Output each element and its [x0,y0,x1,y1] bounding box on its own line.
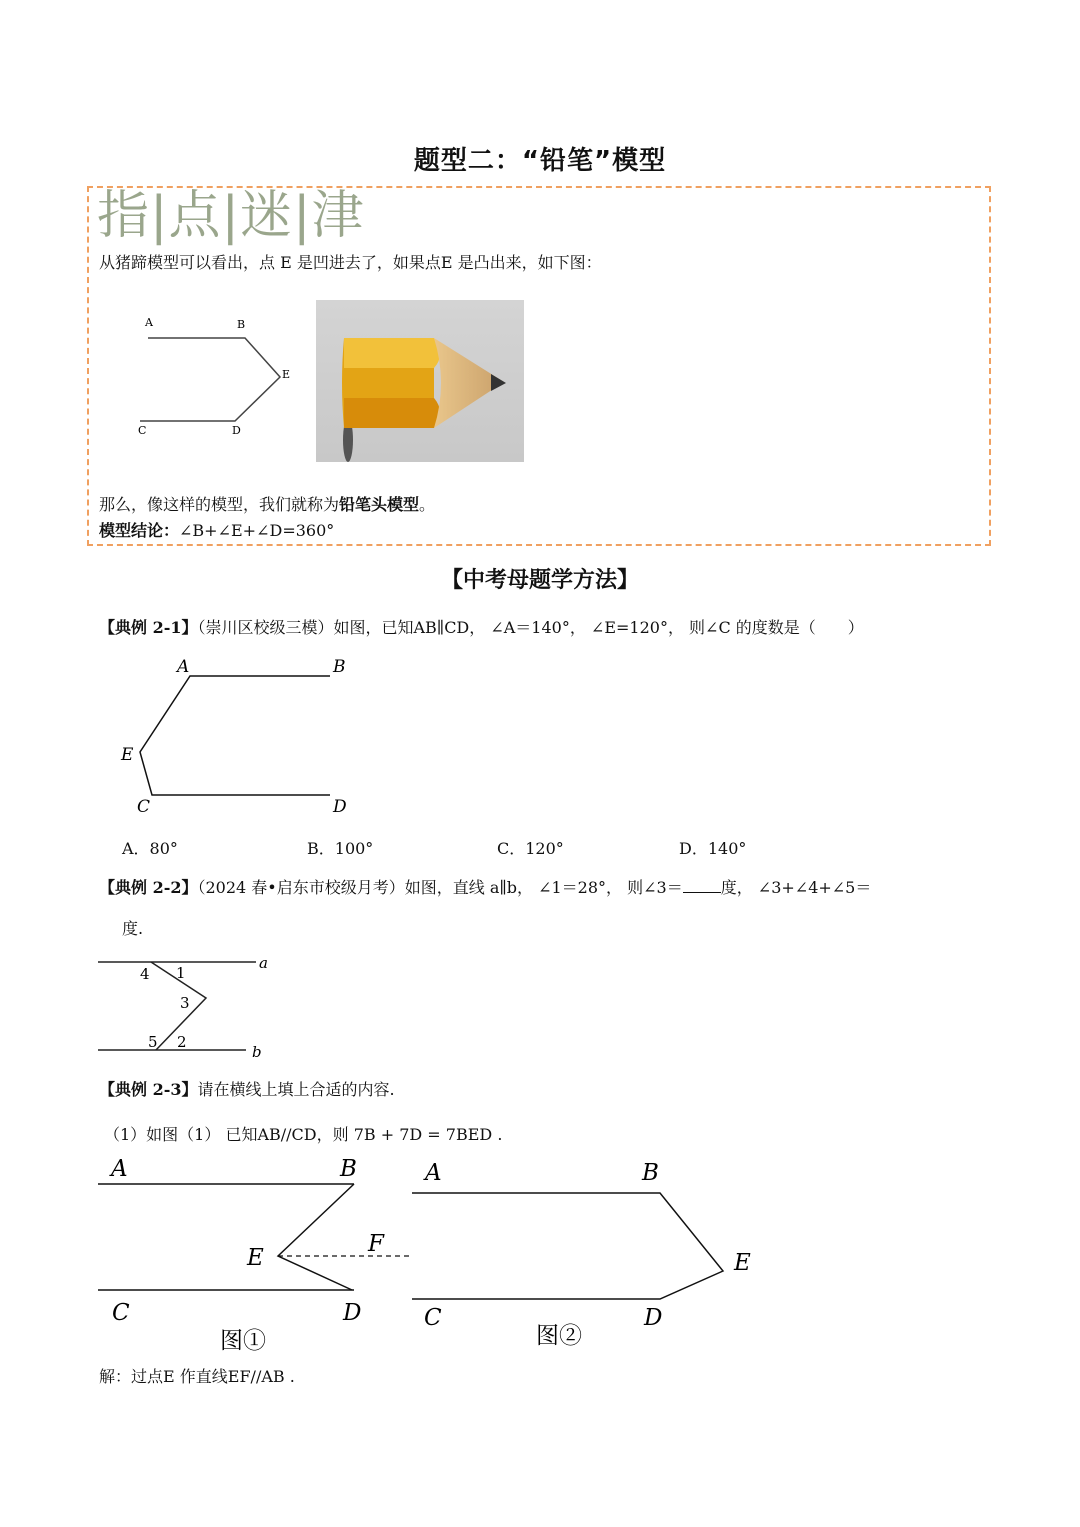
fig-label-e: E [282,368,291,381]
ex2-label-a: a [259,954,268,972]
fig-label-d: D [232,424,241,437]
tip-conclusion-label: 模型结论： [99,521,180,540]
ex2-figure [96,950,276,1062]
pencil-image [316,300,524,462]
ex3-fig1-label-d: D [343,1300,362,1326]
fig-label-a: A [145,316,153,329]
ex1-option-a: A．80° [122,839,178,858]
pencil-model-figure [130,310,300,440]
fig-label-c: C [138,424,147,437]
page-title: 题型二：“铅笔”模型 [413,146,667,176]
ex1-label-a: A [177,657,190,677]
ex2-label-b: b [252,1043,262,1061]
ex3-fig2-label-b: B [642,1160,659,1186]
ex1-option-d: D．140° [679,839,747,858]
tip-line1-suffix: 。 [419,495,436,514]
tip-heading: 指|点|迷|津 [97,186,365,246]
ex3-stem [99,1079,395,1101]
ex2-text-c: 度. [122,919,144,938]
ex1-label-e: E [121,745,134,765]
tip-conclusion-value: ∠B+∠E+∠D=360° [179,521,335,540]
ex3-question-1: （1）如图（1） 已知AB//CD，则 7B + 7D = 7BED . [104,1125,503,1144]
ex2-text-a: （2024 春•启东市校级月考）如图，直线 a∥b， ∠1＝28°， 则∠3＝ [197,878,683,897]
ex3-intro: 请在横线上填上合适的内容. [197,1080,395,1099]
tip-intro: 从猪蹄模型可以看出，点 E 是凹进去了，如果点E 是凸出来，如下图： [99,253,602,272]
ex1-label-c: C [137,797,151,817]
ex2-label-4: 4 [140,965,150,983]
ex3-fig1-label-b: B [340,1156,357,1182]
tip-line1-prefix: 那么，像这样的模型，我们就称为 [99,495,340,514]
ex3-fig1-label-c: C [112,1300,130,1326]
ex2-stem [99,876,871,899]
ex2-blank-1[interactable] [683,876,721,893]
ex3-figure-1 [96,1150,416,1355]
ex2-label-1: 1 [176,964,186,982]
ex1-figure [115,652,365,822]
ex1-option-b: B．100° [307,839,374,858]
ex2-label-2: 2 [177,1033,187,1051]
ex3-fig2-caption: 图② [536,1323,582,1349]
ex3-fig2-label-e: E [734,1250,751,1276]
ex1-option-c: C．120° [497,839,564,858]
ex3-solution: 解：过点E 作直线EF//AB . [99,1367,295,1386]
ex1-text: （崇川区校级三模）如图，已知AB∥CD， ∠A＝140°， ∠E=120°， 则∠C 的度数是（ ） [197,618,864,637]
ex3-fig1-caption: 图① [220,1328,266,1354]
ex3-fig1-label-a: A [111,1156,128,1182]
ex2-label-3: 3 [180,994,190,1012]
tip-line1 [99,494,435,516]
ex3-fig2-label-a: A [425,1160,442,1186]
ex3-fig2-label-c: C [424,1305,442,1331]
fig-label-b: B [237,318,246,331]
section-title: 【中考母题学方法】 [440,568,639,593]
ex3-fig1-label-f: F [368,1231,384,1257]
ex1-stem [99,617,864,639]
ex1-label-b: B [333,657,346,677]
tip-line1-bold: 铅笔头模型 [339,495,420,514]
ex3-figure-2 [408,1155,768,1355]
ex1-label-d: D [333,797,347,817]
ex3-fig1-label-e: E [247,1245,264,1271]
ex1-tag: 【典例 2-1】 [99,618,198,637]
ex3-fig2-label-d: D [644,1305,663,1331]
ex2-label-5: 5 [148,1033,158,1051]
ex2-text-b: 度， ∠3+∠4+∠5＝ [720,878,872,897]
ex2-tag: 【典例 2-2】 [99,878,198,897]
tip-conclusion [99,520,334,542]
ex3-tag: 【典例 2-3】 [99,1080,198,1099]
